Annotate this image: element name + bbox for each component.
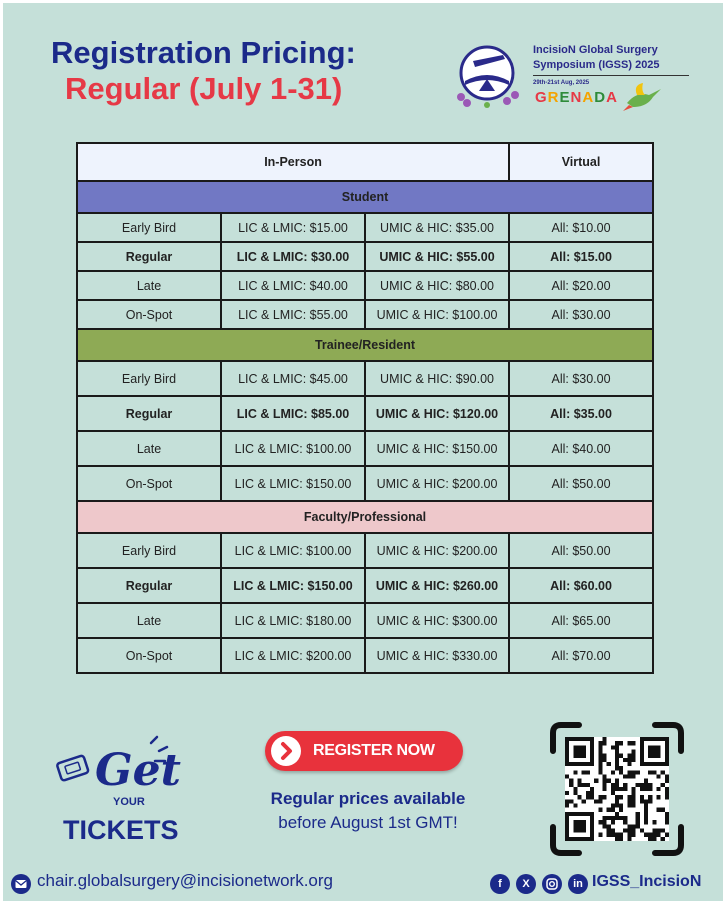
- cell-lic: LIC & LMIC: $150.00: [221, 568, 365, 603]
- register-now-label: REGISTER NOW: [313, 742, 435, 759]
- cell-umic: UMIC & HIC: $200.00: [365, 533, 509, 568]
- table-row: [77, 533, 653, 568]
- cell-tier: Regular: [77, 242, 221, 271]
- instagram-icon[interactable]: [542, 874, 562, 894]
- cell-virtual: All: $50.00: [509, 533, 653, 568]
- cell-virtual: All: $35.00: [509, 396, 653, 431]
- social-handle: IGSS_IncisioN: [592, 873, 702, 890]
- table-row: [77, 568, 653, 603]
- logo-location: GRENADA: [535, 89, 618, 106]
- section-header-row: [77, 501, 653, 533]
- igss-logo: [431, 39, 701, 119]
- tickets-get-text: Get: [95, 745, 181, 796]
- table-row: [77, 361, 653, 396]
- cell-tier: Late: [77, 603, 221, 638]
- table-row: [77, 271, 653, 300]
- globe-logo-icon: [451, 41, 523, 113]
- linkedin-icon[interactable]: in: [568, 874, 588, 894]
- qr-code-icon: [565, 737, 669, 841]
- cell-tier: Early Bird: [77, 361, 221, 396]
- x-twitter-icon[interactable]: X: [516, 874, 536, 894]
- cell-lic: LIC & LMIC: $100.00: [221, 431, 365, 466]
- table-row: [77, 300, 653, 329]
- cell-umic: UMIC & HIC: $90.00: [365, 361, 509, 396]
- cell-virtual: All: $15.00: [509, 242, 653, 271]
- logo-name-line2: Symposium (IGSS) 2025: [533, 59, 660, 71]
- cell-lic: LIC & LMIC: $150.00: [221, 466, 365, 501]
- section-header-row: [77, 329, 653, 361]
- cell-umic: UMIC & HIC: $200.00: [365, 466, 509, 501]
- cell-tier: On-Spot: [77, 300, 221, 329]
- cell-virtual: All: $10.00: [509, 213, 653, 242]
- arrow-right-icon: [271, 736, 301, 766]
- tickets-your-text: YOUR: [113, 796, 145, 808]
- cell-tier: Early Bird: [77, 533, 221, 568]
- cell-lic: LIC & LMIC: $100.00: [221, 533, 365, 568]
- cell-umic: UMIC & HIC: $80.00: [365, 271, 509, 300]
- cell-umic: UMIC & HIC: $260.00: [365, 568, 509, 603]
- cell-lic: LIC & LMIC: $55.00: [221, 300, 365, 329]
- cell-lic: LIC & LMIC: $30.00: [221, 242, 365, 271]
- register-now-button[interactable]: [265, 731, 463, 771]
- cell-tier: Regular: [77, 396, 221, 431]
- cell-virtual: All: $40.00: [509, 431, 653, 466]
- cell-tier: Late: [77, 431, 221, 466]
- logo-divider: [533, 75, 689, 76]
- cell-umic: UMIC & HIC: $35.00: [365, 213, 509, 242]
- logo-dates: 29th-21st Aug, 2025: [533, 80, 590, 86]
- cell-tier: Late: [77, 271, 221, 300]
- cell-virtual: All: $20.00: [509, 271, 653, 300]
- section-title: Faculty/Professional: [77, 501, 653, 533]
- table-row: [77, 242, 653, 271]
- table-row: [77, 638, 653, 673]
- cell-lic: LIC & LMIC: $85.00: [221, 396, 365, 431]
- cell-lic: LIC & LMIC: $180.00: [221, 603, 365, 638]
- logo-name: [533, 43, 660, 73]
- cell-tier: Regular: [77, 568, 221, 603]
- cell-tier: On-Spot: [77, 466, 221, 501]
- cell-tier: On-Spot: [77, 638, 221, 673]
- cell-umic: UMIC & HIC: $120.00: [365, 396, 509, 431]
- table-header-row: [77, 143, 653, 181]
- mail-icon: [11, 874, 31, 894]
- logo-name-line1: IncisioN Global Surgery: [533, 44, 658, 56]
- poster: [3, 3, 723, 901]
- pricing-table: [76, 142, 654, 674]
- cell-umic: UMIC & HIC: $55.00: [365, 242, 509, 271]
- section-title: Student: [77, 181, 653, 213]
- registration-qr-code[interactable]: [549, 721, 685, 857]
- table-row: [77, 431, 653, 466]
- availability-line2: before August 1st GMT!: [278, 813, 458, 832]
- page-subtitle: Regular (July 1-31): [65, 71, 343, 106]
- section-title: Trainee/Resident: [77, 329, 653, 361]
- cell-lic: LIC & LMIC: $45.00: [221, 361, 365, 396]
- header-in-person: In-Person: [77, 143, 509, 181]
- availability-line1: Regular prices available: [270, 789, 466, 808]
- cell-umic: UMIC & HIC: $300.00: [365, 603, 509, 638]
- facebook-icon[interactable]: f: [490, 874, 510, 894]
- table-row: [77, 603, 653, 638]
- table-row: [77, 396, 653, 431]
- cell-lic: LIC & LMIC: $40.00: [221, 271, 365, 300]
- cell-virtual: All: $30.00: [509, 300, 653, 329]
- cell-umic: UMIC & HIC: $150.00: [365, 431, 509, 466]
- email-link[interactable]: chair.globalsurgery@incisionetwork.org: [37, 871, 334, 890]
- cell-virtual: All: $50.00: [509, 466, 653, 501]
- cell-virtual: All: $60.00: [509, 568, 653, 603]
- cell-virtual: All: $65.00: [509, 603, 653, 638]
- section-header-row: [77, 181, 653, 213]
- cell-umic: UMIC & HIC: $100.00: [365, 300, 509, 329]
- cell-lic: LIC & LMIC: $15.00: [221, 213, 365, 242]
- cell-virtual: All: $30.00: [509, 361, 653, 396]
- page-title: Registration Pricing:: [51, 35, 356, 70]
- cell-umic: UMIC & HIC: $330.00: [365, 638, 509, 673]
- get-your-tickets-graphic: [55, 733, 185, 855]
- header-virtual: Virtual: [509, 143, 653, 181]
- cell-virtual: All: $70.00: [509, 638, 653, 673]
- table-row: [77, 466, 653, 501]
- tickets-tickets-text: TICKETS: [63, 815, 179, 845]
- hummingbird-icon: [623, 81, 663, 113]
- table-row: [77, 213, 653, 242]
- cell-lic: LIC & LMIC: $200.00: [221, 638, 365, 673]
- cell-tier: Early Bird: [77, 213, 221, 242]
